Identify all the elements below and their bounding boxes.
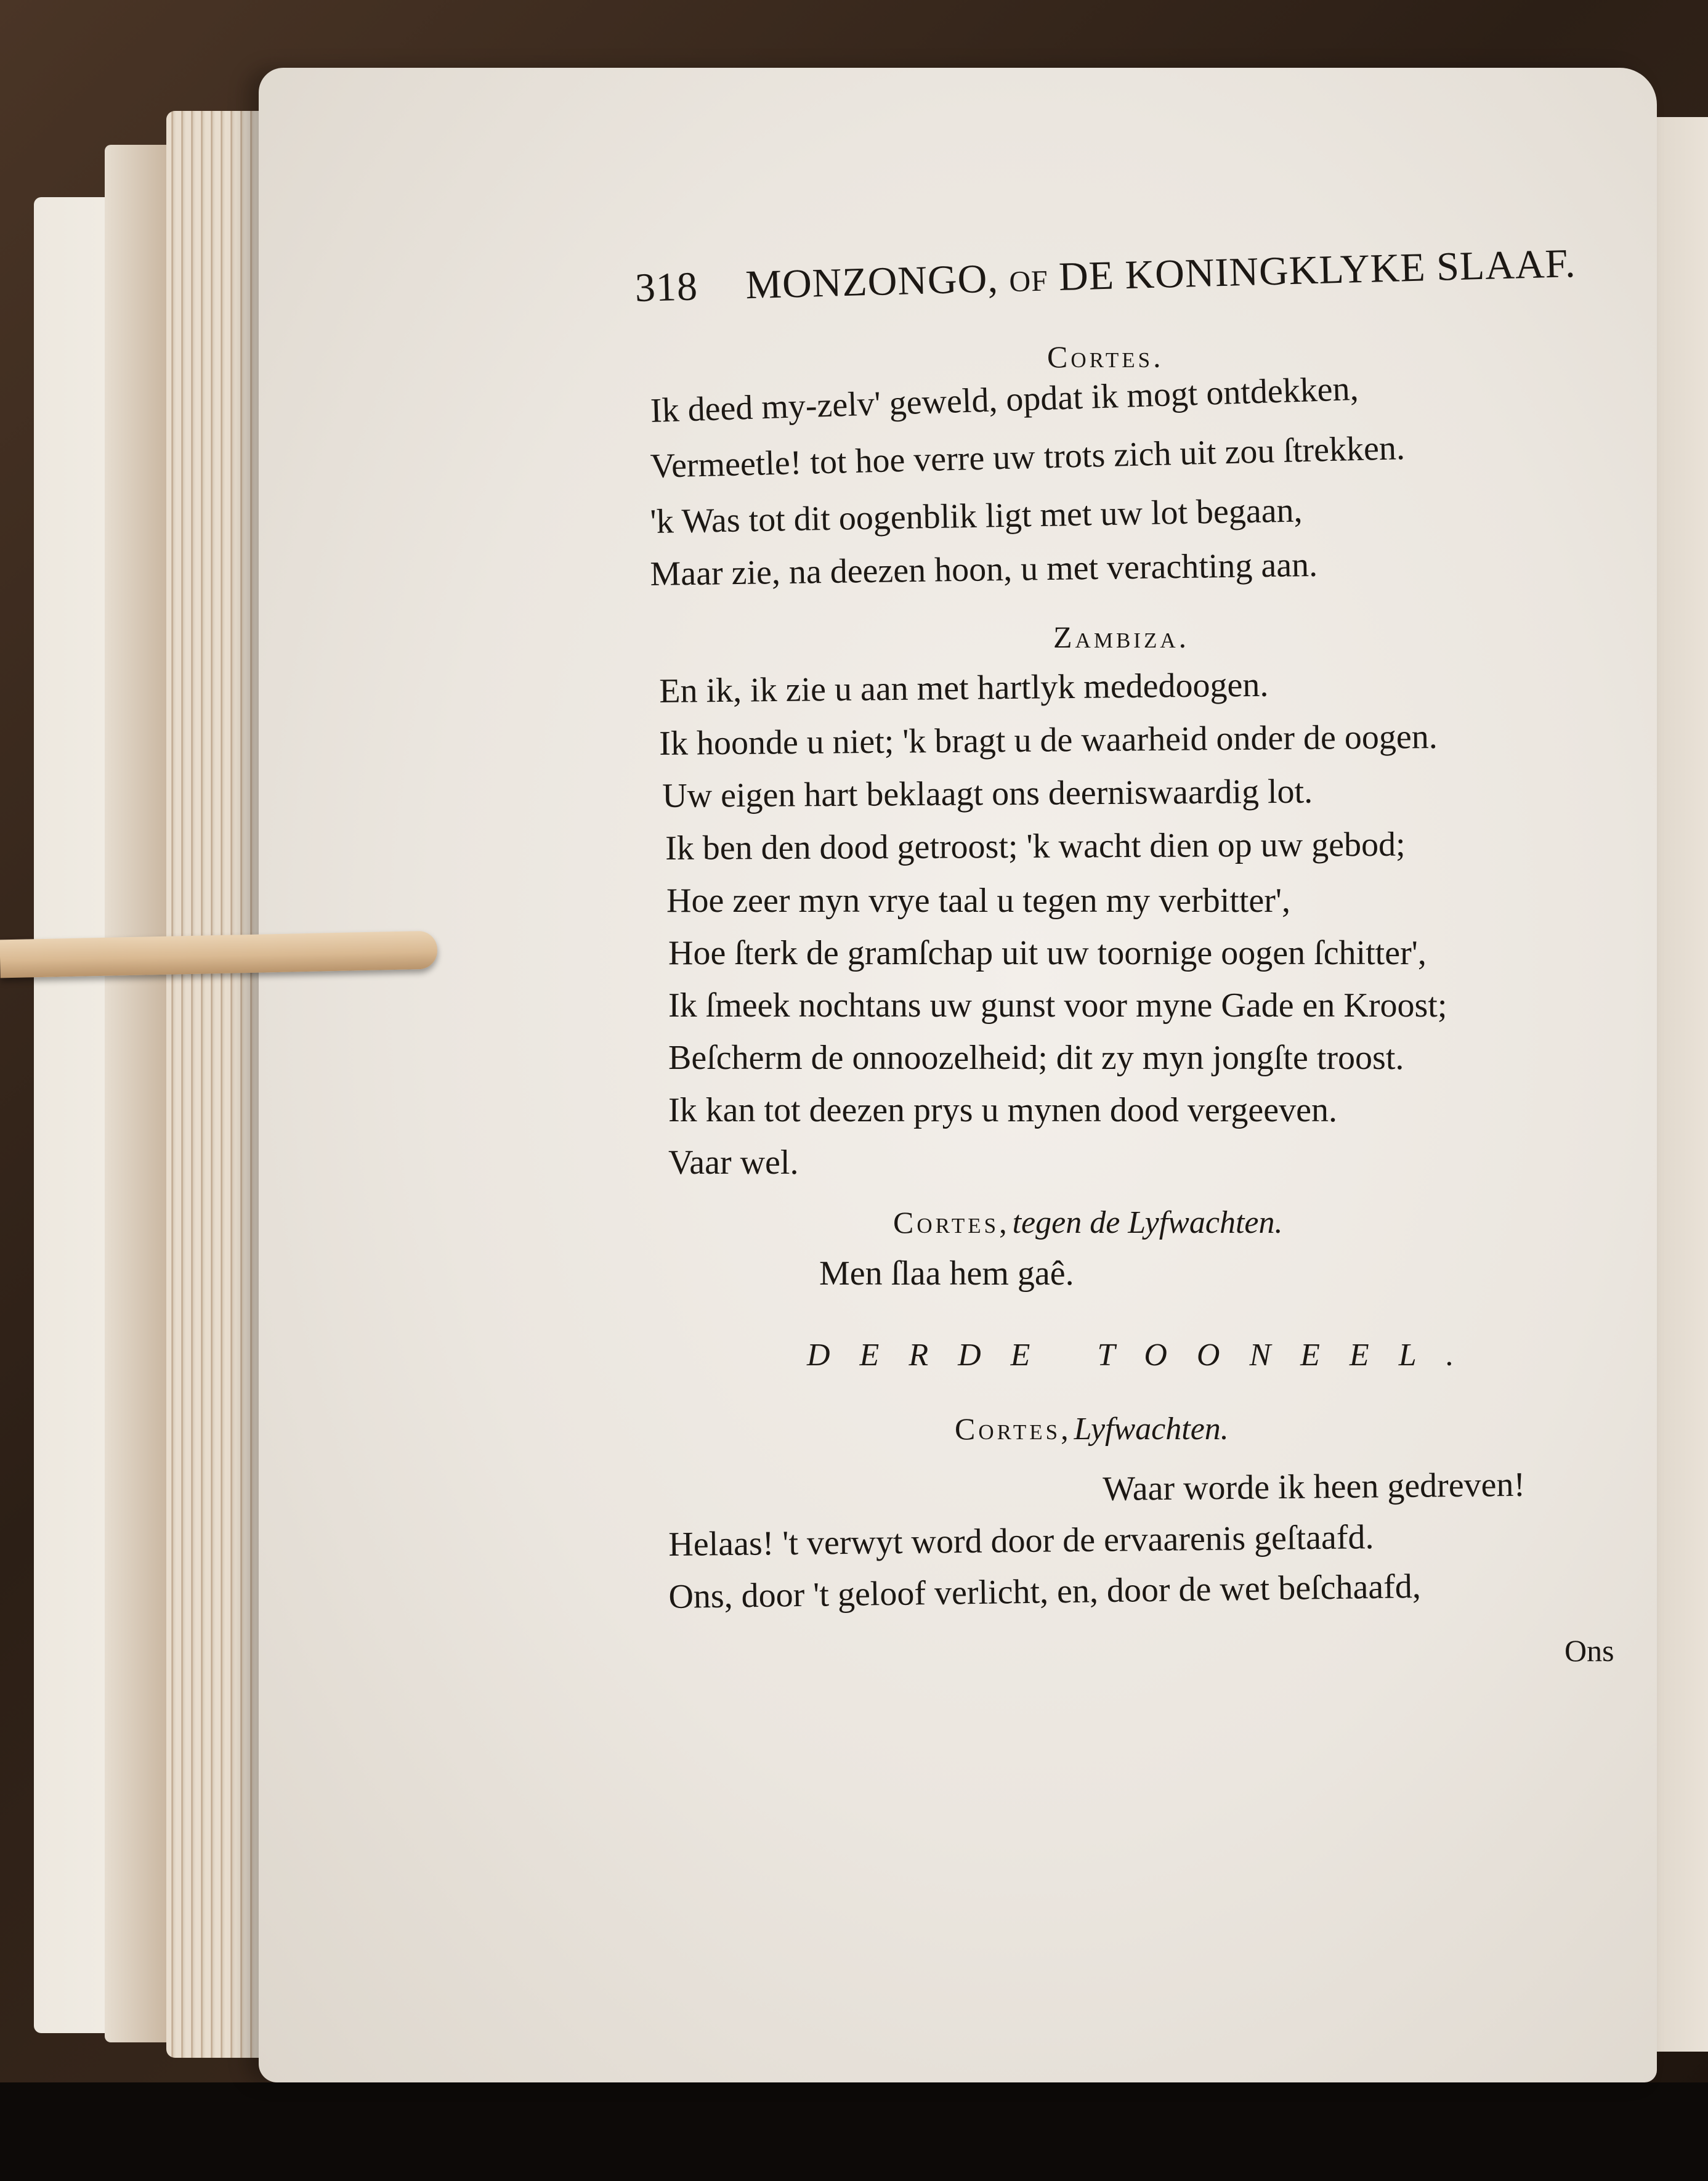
verse-line: Ik ſmeek nochtans uw gunst voor myne Gade en Kroost; — [668, 986, 1447, 1025]
verse-line: Ons, door 't geloof verlicht, en, door de wet beſchaafd, — [668, 1567, 1422, 1616]
scene-cast — [955, 1411, 1229, 1447]
verse-line: Beſcherm de onnoozelheid; dit zy myn jongſte troost. — [668, 1039, 1404, 1077]
scene-heading: DERDE TOONEEL. — [807, 1338, 1484, 1373]
verse-line: Ik kan tot deezen prys u mynen dood vergeeven. — [668, 1091, 1337, 1129]
speaker-cortes: Cortes. — [1047, 339, 1164, 374]
verse-line: Helaas! 't verwyt word door de ervaarenis geſtaafd. — [668, 1518, 1374, 1564]
verse-line: Ik hoonde u niet; 'k bragt u de waarheid onder de oogen. — [659, 717, 1438, 763]
running-title-part1: MONZONGO, — [745, 256, 999, 308]
verse-line: Waar worde ik heen gedreven! — [1103, 1465, 1526, 1508]
verse-line: Uw eigen hart beklaagt ons deerniswaardig lot. — [662, 772, 1313, 815]
running-title-of: OF — [1008, 264, 1049, 299]
shadow-area — [0, 2082, 1708, 2181]
direction-text: tegen de Lyfwachten. — [1012, 1205, 1283, 1240]
verse-line: En ik, ik zie u aan met hartlyk mededoogen. — [659, 665, 1269, 710]
cast-others: Lyfwachten. — [1074, 1411, 1229, 1447]
verse-line: Ik ben den dood getroost; 'k wacht dien op uw gebod; — [665, 825, 1406, 867]
verse-line: Vaar wel. — [668, 1143, 799, 1182]
verse-line: Ik deed my-zelv' geweld, opdat ik mogt ontdekken, — [650, 369, 1359, 430]
verse-line: Hoe ſterk de gramſchap uit uw toornige oogen ſchitter', — [668, 934, 1427, 972]
speaker-name: Cortes, — [893, 1205, 1010, 1240]
speaker-zambiza: Zambiza. — [1053, 620, 1190, 654]
verse-line: Vermeetle! tot hoe verre uw trots zich uit zou ſtrekken. — [650, 429, 1406, 485]
verse-line: Men ſlaa hem gaê. — [819, 1254, 1074, 1293]
verse-line: Maar zie, na deezen hoon, u met verachting aan. — [650, 545, 1318, 593]
page-number: 318 — [634, 264, 698, 311]
stage-direction — [893, 1204, 1282, 1241]
speaker-name: Cortes, — [955, 1411, 1072, 1446]
running-title-part2: DE KONINGKLYKE SLAAF. — [1058, 241, 1577, 299]
verse-line: 'k Was tot dit oogenblik ligt met uw lot begaan, — [650, 491, 1303, 541]
catchword: Ons — [1564, 1633, 1614, 1668]
verse-line: Hoe zeer myn vrye taal u tegen my verbitter', — [666, 882, 1291, 920]
